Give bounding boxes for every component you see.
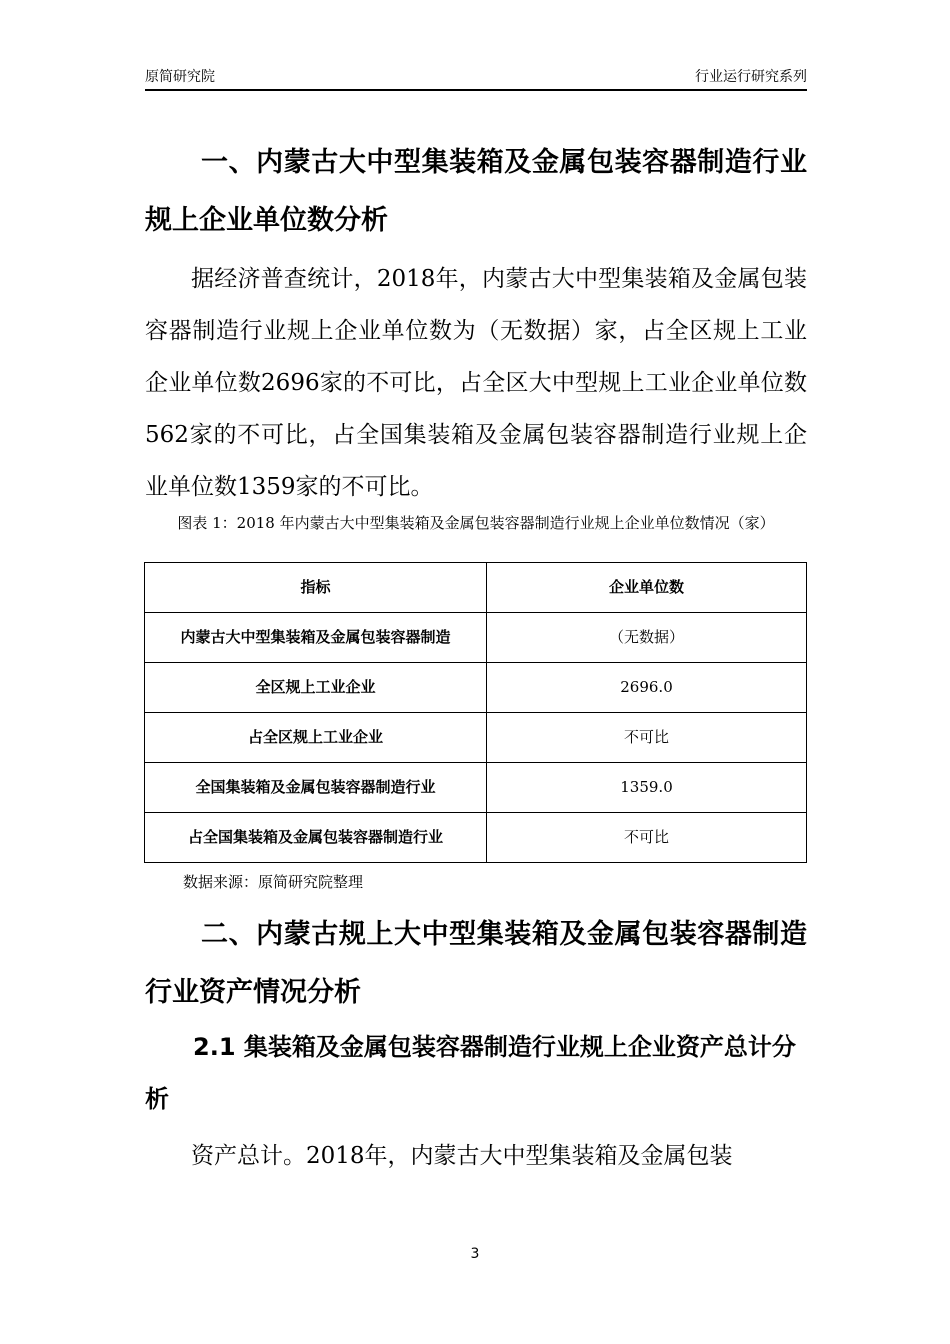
- table1-caption: 图表 1：2018 年内蒙古大中型集装箱及金属包装容器制造行业规上企业单位数情况（家）: [177, 514, 775, 532]
- section2-title: 二、内蒙古规上大中型集装箱及金属包装容器制造行业资产情况分析: [145, 919, 807, 1008]
- page-header: [145, 66, 807, 90]
- section2-paragraph: 资产总计。2018年，内蒙古大中型集装箱及金属包装: [191, 1143, 733, 1169]
- section1-title: 一、内蒙古大中型集装箱及金属包装容器制造行业规上企业单位数分析: [145, 147, 807, 236]
- row-label: 占全国集装箱及金属包装容器制造行业: [145, 813, 487, 863]
- header-organization: 原简研究院: [145, 69, 215, 85]
- subsection-2-1-title: 2.1 集装箱及金属包装容器制造行业规上企业资产总计分析: [145, 1033, 796, 1113]
- row-value: 2696.0: [487, 663, 807, 713]
- table-row: [145, 763, 807, 813]
- table-row: [145, 663, 807, 713]
- row-label: 全国集装箱及金属包装容器制造行业: [145, 763, 487, 813]
- row-label: 全区规上工业企业: [145, 663, 487, 713]
- row-value: 不可比: [487, 813, 807, 863]
- header-divider: [145, 89, 807, 91]
- section1-paragraph: 据经济普查统计，2018年，内蒙古大中型集装箱及金属包装容器制造行业规上企业单位数为（无数据）家，占全区规上工业企业单位数2696家的不可比，占全区大中型规上工业企业单位数562家的不可比，占全国集装箱及金属包装容器制造行业规上企业单位数1359家的不可比。: [145, 266, 807, 500]
- enterprise-count-table: [144, 562, 807, 863]
- table1-source-note: 数据来源：原简研究院整理: [183, 873, 364, 891]
- column-header-indicator: 指标: [145, 563, 487, 613]
- row-value: 不可比: [487, 713, 807, 763]
- row-value: 1359.0: [487, 763, 807, 813]
- page-number: 3: [470, 1246, 480, 1262]
- row-label: 占全区规上工业企业: [145, 713, 487, 763]
- row-label: 内蒙古大中型集装箱及金属包装容器制造: [145, 613, 487, 663]
- column-header-enterprise-count: 企业单位数: [487, 563, 807, 613]
- table-row: [145, 713, 807, 763]
- table-row: [145, 813, 807, 863]
- header-series: 行业运行研究系列: [695, 69, 807, 85]
- table-header-row: [145, 563, 807, 613]
- table-row: [145, 613, 807, 663]
- row-value: （无数据）: [487, 613, 807, 663]
